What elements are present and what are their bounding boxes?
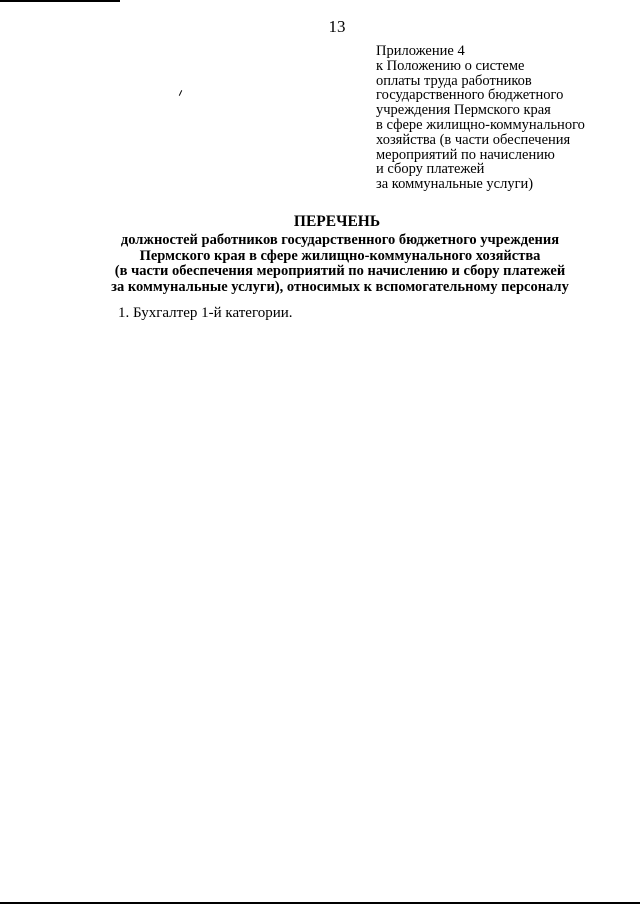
appendix-line: государственного бюджетного xyxy=(376,87,564,104)
appendix-line: хозяйства (в части обеспечения xyxy=(376,131,571,148)
subtitle-line: (в части обеспечения мероприятий по начислению и сбору платежей xyxy=(114,263,566,279)
appendix-line: к Положению о системе xyxy=(376,57,525,74)
subtitle-line: за коммунальные услуги), относимых к вспомогательному персоналу xyxy=(111,278,569,295)
positions-list xyxy=(118,304,293,322)
appendix-line: за коммунальные услуги) xyxy=(376,176,534,193)
subtitle-line: Пермского края в сфере жилищно-коммунального хозяйства xyxy=(139,247,541,264)
appendix-line: учреждения Пермского края xyxy=(376,102,551,119)
top-edge-rule xyxy=(0,0,120,2)
appendix-note xyxy=(376,44,636,192)
appendix-line: мероприятий по начислению xyxy=(376,146,555,163)
page-number: 13 xyxy=(328,17,346,36)
appendix-line: Приложение 4 xyxy=(376,43,465,59)
document-title: ПЕРЕЧЕНЬ xyxy=(293,213,381,230)
stray-scan-mark xyxy=(179,90,182,96)
list-item: 1. Бухгалтер 1-й категории. xyxy=(118,305,293,321)
subtitle-line: должностей работников государственного бюджетного учреждения xyxy=(120,232,560,248)
bottom-edge-rule xyxy=(0,902,640,904)
appendix-line: оплаты труда работников xyxy=(376,72,532,89)
appendix-line: в сфере жилищно-коммунального xyxy=(376,116,585,133)
document-subtitle xyxy=(60,233,620,295)
appendix-line: и сбору платежей xyxy=(376,161,485,178)
